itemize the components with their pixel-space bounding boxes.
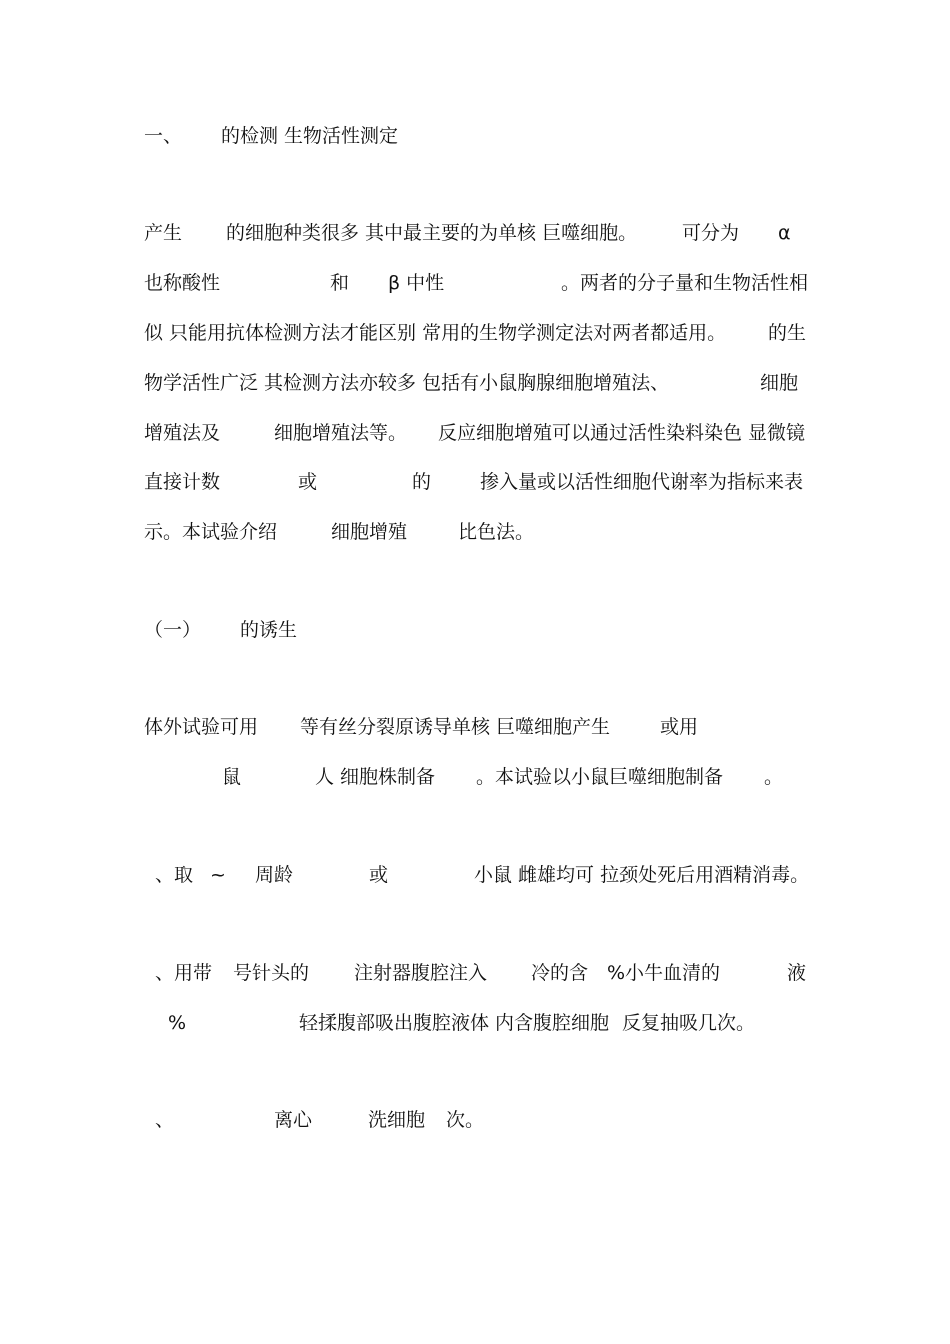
step-line (0, 1105, 950, 1135)
text-span: 也称酸性 (144, 272, 221, 294)
text-span: 离心 (274, 1109, 313, 1131)
text-span: 注射器腹腔注入 (354, 962, 488, 984)
text-span: 冷的含 (531, 962, 589, 984)
text-span: 似 只能用抗体检测方法才能区别 常用的生物学测定法对两者都适用。 (144, 322, 727, 344)
text-span: 示。本试验介绍 (144, 521, 278, 543)
text-span: 洗细胞 (368, 1109, 426, 1131)
paragraph-line (0, 368, 950, 398)
paragraph-line (0, 418, 950, 448)
text-span: 。 (764, 766, 784, 788)
text-span: 人 细胞株制备 (315, 766, 436, 788)
text-span: 掺入量或以活性细胞代谢率为指标来表 (480, 471, 804, 493)
step-number: 、用带 (155, 962, 213, 984)
text-span: 。两者的分子量和生物活性相 (561, 272, 809, 294)
text-span: 和 (330, 272, 350, 294)
text-span: 增殖法及 (144, 422, 221, 444)
text-span: 反复抽吸几次。 (622, 1012, 756, 1034)
text-span: 比色法。 (458, 521, 535, 543)
text-span: 轻揉腹部吸出腹腔液体 内含腹腔细胞 (299, 1012, 610, 1034)
paragraph-line (0, 712, 950, 742)
text-span: 产生 (144, 222, 183, 244)
step-line (0, 1008, 950, 1038)
text-span: %小牛血清的 (607, 962, 721, 984)
text-span: 物学活性广泛 其检测方法亦较多 包括有小鼠胸腺细胞增殖法、 (144, 372, 670, 394)
text-span: 。本试验以小鼠巨噬细胞制备 (476, 766, 724, 788)
text-span: 的细胞种类很多 其中最主要的为单核 巨噬细胞。 (226, 222, 638, 244)
text-span: 液 (787, 962, 807, 984)
text-span: 细胞 (760, 372, 799, 394)
text-span: ~ (210, 864, 226, 886)
text-span: 等有丝分裂原诱导单核 巨噬细胞产生 (300, 716, 611, 738)
text-span: 细胞增殖法等。 (274, 422, 408, 444)
heading-number: 一、 (144, 125, 183, 147)
paragraph-line (0, 268, 950, 298)
step-number: 、 (155, 1109, 175, 1131)
text-span: β 中性 (388, 272, 445, 294)
paragraph-line (0, 218, 950, 248)
step-line (0, 958, 950, 988)
text-span: 鼠 (222, 766, 242, 788)
text-span: 反应细胞增殖可以通过活性染料染色 显微镜 (438, 422, 806, 444)
text-span: 小鼠 雌雄均可 拉颈处死后用酒精消毒。 (474, 864, 810, 886)
paragraph-line (0, 517, 950, 547)
paragraph-line (0, 467, 950, 497)
subsection-text: 的诱生 (240, 619, 298, 641)
text-span: 细胞增殖 (331, 521, 408, 543)
heading-text: 的检测 生物活性测定 (221, 125, 399, 147)
subsection-title (0, 615, 950, 645)
text-span: % (168, 1012, 187, 1034)
text-span: 次。 (446, 1109, 485, 1131)
text-span: 的 (412, 471, 432, 493)
step-line (0, 860, 950, 890)
step-number: 、取 (155, 864, 194, 886)
text-span: 体外试验可用 (144, 716, 259, 738)
text-span: 可分为 (682, 222, 740, 244)
text-span: 或 (369, 864, 389, 886)
section-heading (0, 121, 950, 151)
text-span: 或 (298, 471, 318, 493)
text-span: 或用 (660, 716, 699, 738)
paragraph-line (0, 318, 950, 348)
paragraph-line (0, 762, 950, 792)
text-span: 号针头的 (233, 962, 310, 984)
subsection-number: （一） (144, 619, 202, 641)
text-span: 直接计数 (144, 471, 221, 493)
text-span: α (778, 222, 791, 244)
text-span: 的生 (768, 322, 807, 344)
text-span: 周龄 (255, 864, 294, 886)
